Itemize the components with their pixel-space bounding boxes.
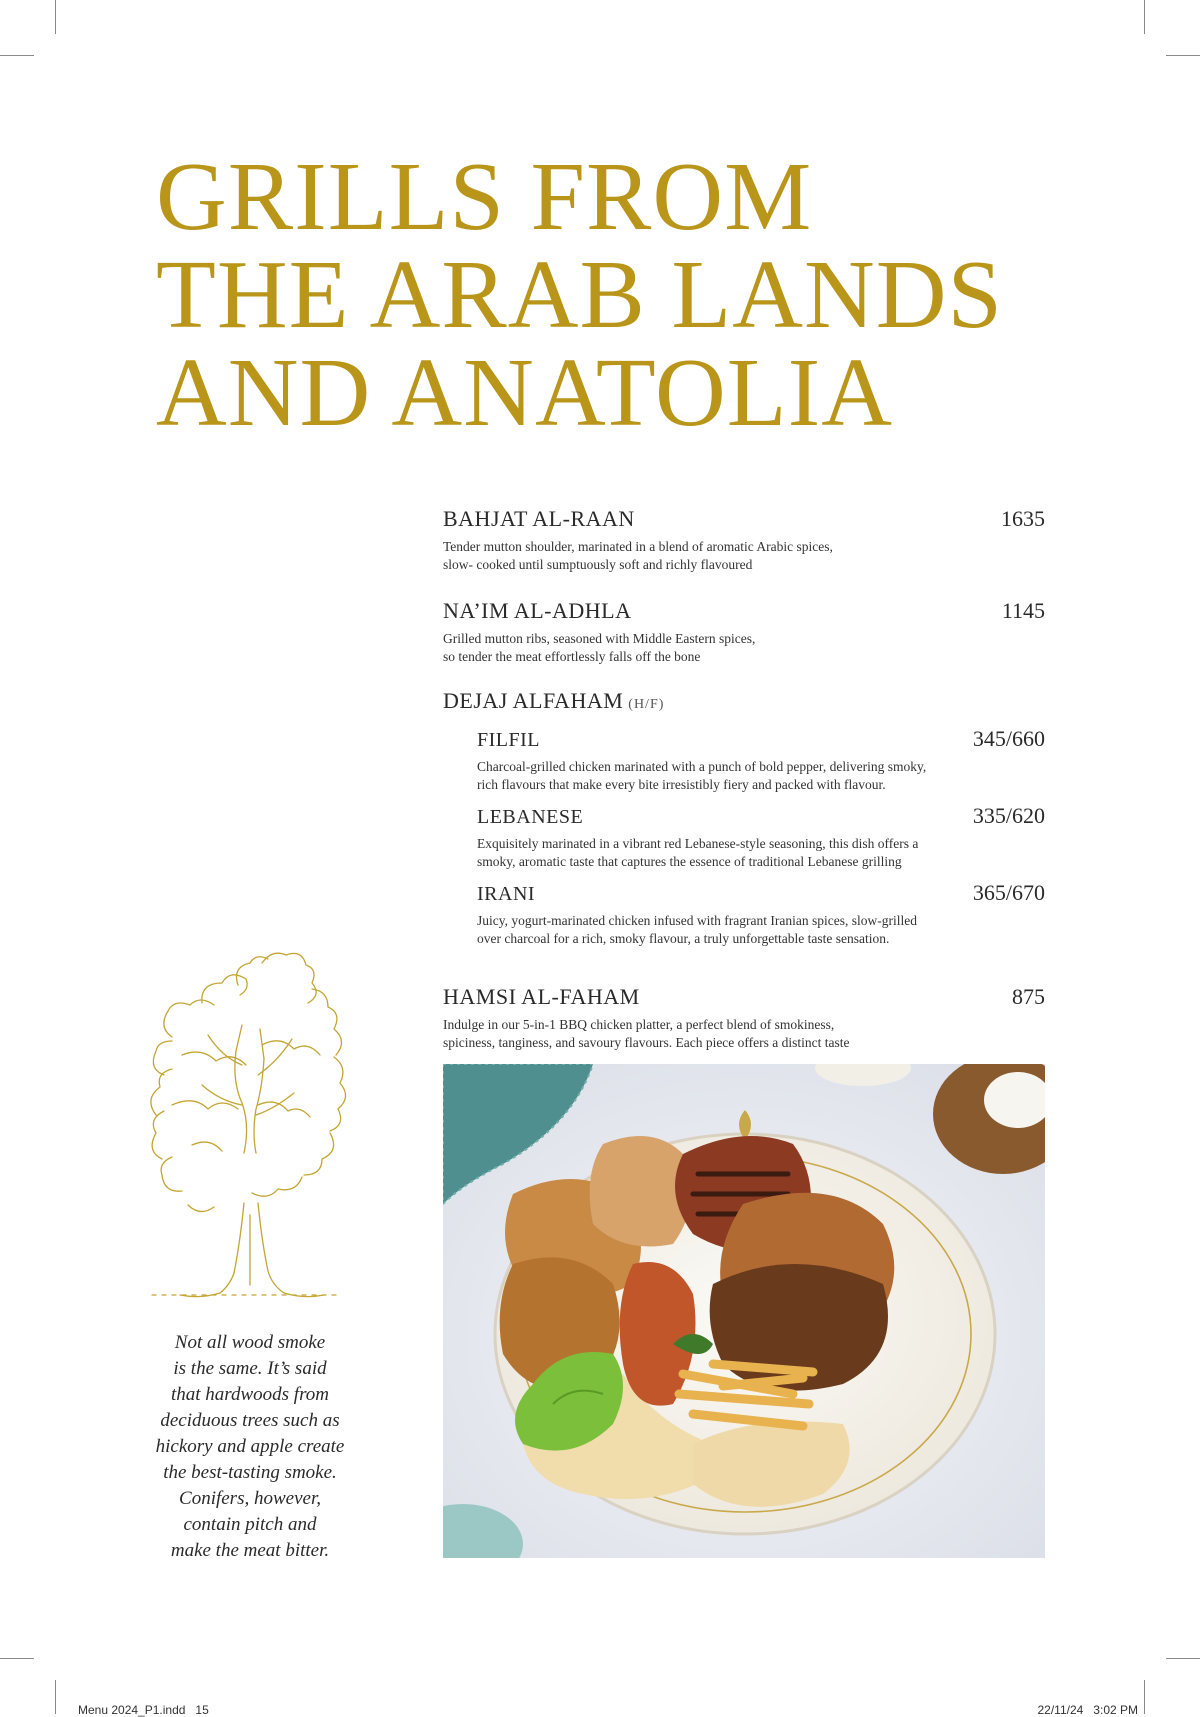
crop-mark (0, 55, 34, 56)
menu-list (443, 506, 1045, 1052)
page-title (156, 143, 1136, 447)
item-portion-note: (H/F) (628, 697, 665, 712)
item-name: BAHJAT AL-RAAN (443, 506, 635, 531)
sub-item-description (477, 912, 1045, 948)
description-line: smoky, aromatic taste that captures the essence of traditional Lebanese grilling (477, 854, 902, 869)
quote-line: contain pitch and (183, 1514, 317, 1535)
title-line-3: AND ANATOLIA (156, 339, 893, 447)
quote-line: that hardwoods from (170, 1384, 329, 1405)
quote-line: hickory and apple create (155, 1436, 345, 1457)
sub-item-name: IRANI (477, 883, 536, 905)
sub-item-description (477, 758, 1045, 794)
sub-item-description (477, 835, 1045, 871)
description-line: so tender the meat effortlessly falls off the bone (443, 649, 701, 664)
item-price: 875 (1012, 984, 1045, 1009)
footer-file-info: Menu 2024_P1.indd 15 (78, 1703, 209, 1717)
sub-item-name: LEBANESE (477, 806, 584, 828)
quote-line: deciduous trees such as (160, 1410, 340, 1431)
item-price: 1635 (1001, 506, 1045, 531)
crop-mark (1144, 1680, 1145, 1714)
menu-item-naim-al-adhla (443, 598, 1045, 688)
item-description (443, 630, 1045, 666)
description-line: Indulge in our 5-in-1 BBQ chicken platter, a perfect blend of smokiness, (443, 1017, 835, 1032)
item-description (443, 1016, 1045, 1052)
description-line: slow- cooked until sumptuously soft and richly flavoured (443, 557, 753, 572)
crop-mark (1166, 55, 1200, 56)
item-description (443, 538, 1045, 574)
sub-item-price: 345/660 (972, 726, 1045, 751)
description-line: rich flavours that make every bite irresistibly fiery and packed with flavour. (477, 777, 886, 792)
description-line: over charcoal for a rich, smoky flavour, a truly unforgettable taste sensation. (477, 931, 890, 946)
description-line: spiciness, tanginess, and savoury flavours. Each piece offers a distinct taste (443, 1035, 850, 1050)
sub-item-list (477, 726, 1045, 945)
sub-item-filfil (477, 726, 1045, 791)
description-line: Exquisitely marinated in a vibrant red Lebanese-style seasoning, this dish offers a (477, 836, 919, 851)
tree-icon (142, 945, 357, 1305)
menu-item-hamsi-al-faham (443, 984, 1045, 1052)
crop-mark (55, 1680, 56, 1714)
crop-mark (1166, 1658, 1200, 1659)
item-name: DEJAJ ALFAHAM (443, 688, 624, 713)
sub-item-name: FILFIL (477, 729, 540, 751)
quote-line: is the same. It’s said (173, 1358, 327, 1379)
description-line: Juicy, yogurt-marinated chicken infused with fragrant Iranian spices, slow-grilled (477, 913, 917, 928)
title-line-1: GRILLS FROM (156, 143, 813, 251)
quote-line: make the meat bitter. (170, 1540, 330, 1561)
menu-item-dejaj-alfaham (443, 688, 1045, 970)
platter-illustration (443, 1064, 1045, 1558)
quote-line: Not all wood smoke (174, 1332, 326, 1353)
description-line: Charcoal-grilled chicken marinated with a punch of bold pepper, delivering smoky, (477, 759, 927, 774)
crop-mark (0, 1658, 34, 1659)
quote-line: the best-tasting smoke. (163, 1462, 337, 1483)
crop-mark (1144, 0, 1145, 34)
quote-line: Conifers, however, (179, 1488, 321, 1509)
sub-item-irani (477, 880, 1045, 945)
description-line: Tender mutton shoulder, marinated in a blend of aromatic Arabic spices, (443, 539, 833, 554)
item-price: 1145 (1001, 598, 1045, 623)
menu-item-bahjat-al-raan (443, 506, 1045, 598)
wood-smoke-quote (138, 1330, 362, 1564)
description-line: Grilled mutton ribs, seasoned with Middle Eastern spices, (443, 631, 756, 646)
item-name: NA’IM AL-ADHLA (443, 598, 632, 623)
bbq-platter-photo (443, 1064, 1045, 1558)
sub-item-lebanese (477, 803, 1045, 868)
footer-timestamp: 22/11/24 3:02 PM (1037, 1703, 1138, 1717)
sub-item-price: 365/670 (972, 880, 1045, 905)
title-line-2: THE ARAB LANDS (156, 241, 1004, 349)
crop-mark (55, 0, 56, 34)
sub-item-price: 335/620 (972, 803, 1045, 828)
item-name: HAMSI AL-FAHAM (443, 984, 640, 1009)
